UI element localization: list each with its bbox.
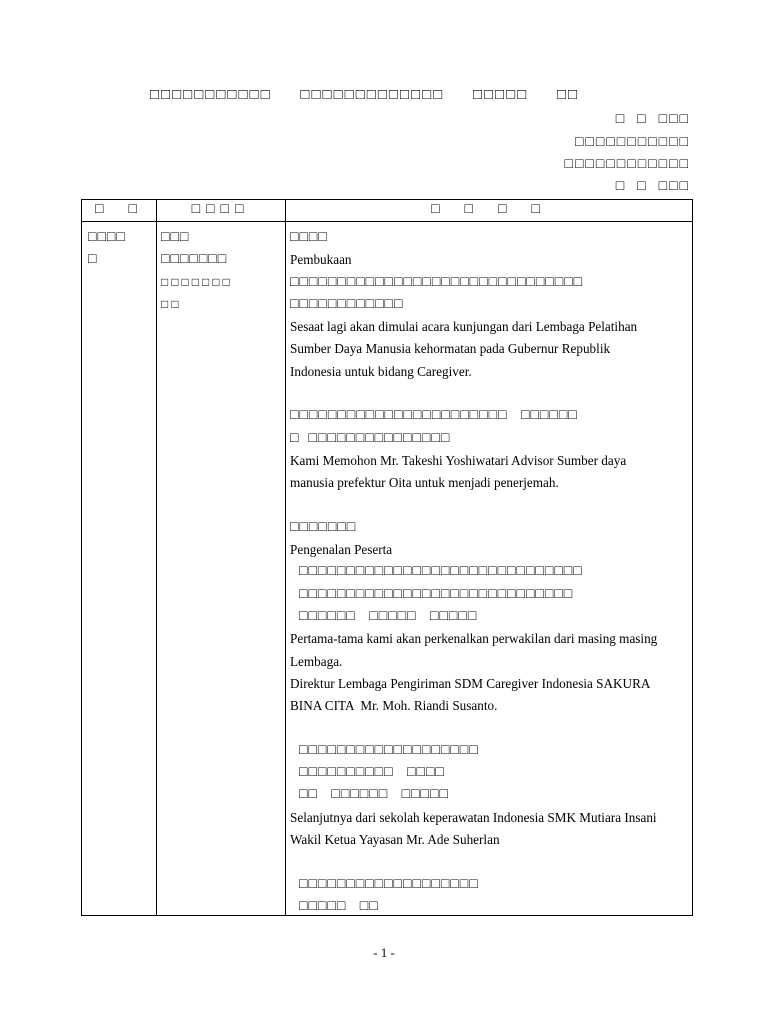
content-glyph-line: □□□□□□□□□□□□□□□□□□□ <box>290 876 479 892</box>
content-text-line: Wakil Ketua Yayasan Mr. Ade Suherlan <box>290 832 500 848</box>
column-divider <box>285 200 286 915</box>
content-glyph-line: □□□□□□□□□□□□□□□□□□□□□□□ □□□□□□ <box>290 408 578 424</box>
item-note-line: □□ <box>161 297 182 311</box>
header-divider <box>82 221 692 222</box>
item-cell <box>161 227 233 315</box>
content-cell <box>290 227 688 918</box>
content-text-line: Lembaga. <box>290 653 343 669</box>
meta-line: □ □ □□□ <box>615 179 690 194</box>
table-header-content: □ □ □ □ <box>431 202 546 217</box>
content-spacer <box>290 718 688 740</box>
content-text-line: Pembukaan <box>290 252 352 268</box>
content-glyph-line: □□□□□□ □□□□□ □□□□□ <box>290 609 478 625</box>
content-glyph-line: □□□□□□□□□□□□ <box>290 296 404 312</box>
content-text-line: Pertama-tama kami akan perkenalkan perwakilan dari masing masing <box>290 631 658 647</box>
content-spacer <box>290 851 688 873</box>
table-header-item: □□□□ <box>191 202 250 217</box>
item-line: □□□ <box>161 230 190 245</box>
content-glyph-line: □□□□□□□□□□□□□□□□□□□□□□□□□□□□□□□ <box>290 274 584 290</box>
content-text-line: Sumber Daya Manusia kehormatan pada Gubernur Republik <box>290 341 611 357</box>
document-title: □□□□□□□□□□□ □□□□□□□□□□□□□ □□□□□ □□ <box>150 87 580 103</box>
content-text-line: Kami Memohon Mr. Takeshi Yoshiwatari Advisor Sumber daya <box>290 452 627 468</box>
meta-line: □□□□□□□□□□□□ <box>564 157 690 172</box>
content-text-line: Pengenalan Peserta <box>290 542 393 558</box>
content-spacer <box>290 383 688 405</box>
content-text-line: Indonesia untuk bidang Caregiver. <box>290 363 472 379</box>
item-line: □□□□□□□ <box>161 252 228 267</box>
content-glyph-line: □□□□□□□□□□□□□□□□□□□ <box>290 742 479 758</box>
content-text-line: manusia prefektur Oita untuk menjadi penerjemah. <box>290 475 559 491</box>
content-glyph-line: □□□□□ □□ <box>290 898 379 914</box>
content-text-line: Sesaat lagi akan dimulai acara kunjungan dari Lembaga Pelatihan <box>290 319 638 335</box>
content-glyph-line: □□ □□□□□□ □□□□□ <box>290 787 449 803</box>
content-glyph-line: □ □□□□□□□□□□□□□□□ <box>290 430 451 446</box>
content-glyph-line: □□□□ <box>290 230 328 245</box>
content-text-line: BINA CITA Mr. Moh. Riandi Susanto. <box>290 698 498 714</box>
content-text-line: Selanjutnya dari sekolah keperawatan Indonesia SMK Mutiara Insani <box>290 809 657 825</box>
content-glyph-line: □□□□□□□ <box>290 519 357 535</box>
content-glyph-line: □□□□□□□□□□□□□□□□□□□□□□□□□□□□□□ <box>290 564 583 580</box>
table-header-time: □ □ <box>95 202 143 217</box>
content-spacer <box>290 495 688 517</box>
meta-line: □ □ □□□ <box>615 112 690 127</box>
item-note-line: □□□□□□□ <box>161 275 233 289</box>
content-glyph-line: □□□□□□□□□□□□□□□□□□□□□□□□□□□□□ <box>290 586 574 602</box>
schedule-table <box>81 199 693 916</box>
meta-line: □□□□□□□□□□□ <box>574 135 690 150</box>
page-number: - 1 - <box>373 945 395 960</box>
column-divider <box>156 200 157 915</box>
time-cell: □□□□ □ <box>88 230 126 267</box>
content-text-line: Direktur Lembaga Pengiriman SDM Caregiver Indonesia SAKURA <box>290 675 651 691</box>
content-glyph-line: □□□□□□□□□□ □□□□ <box>290 765 445 781</box>
